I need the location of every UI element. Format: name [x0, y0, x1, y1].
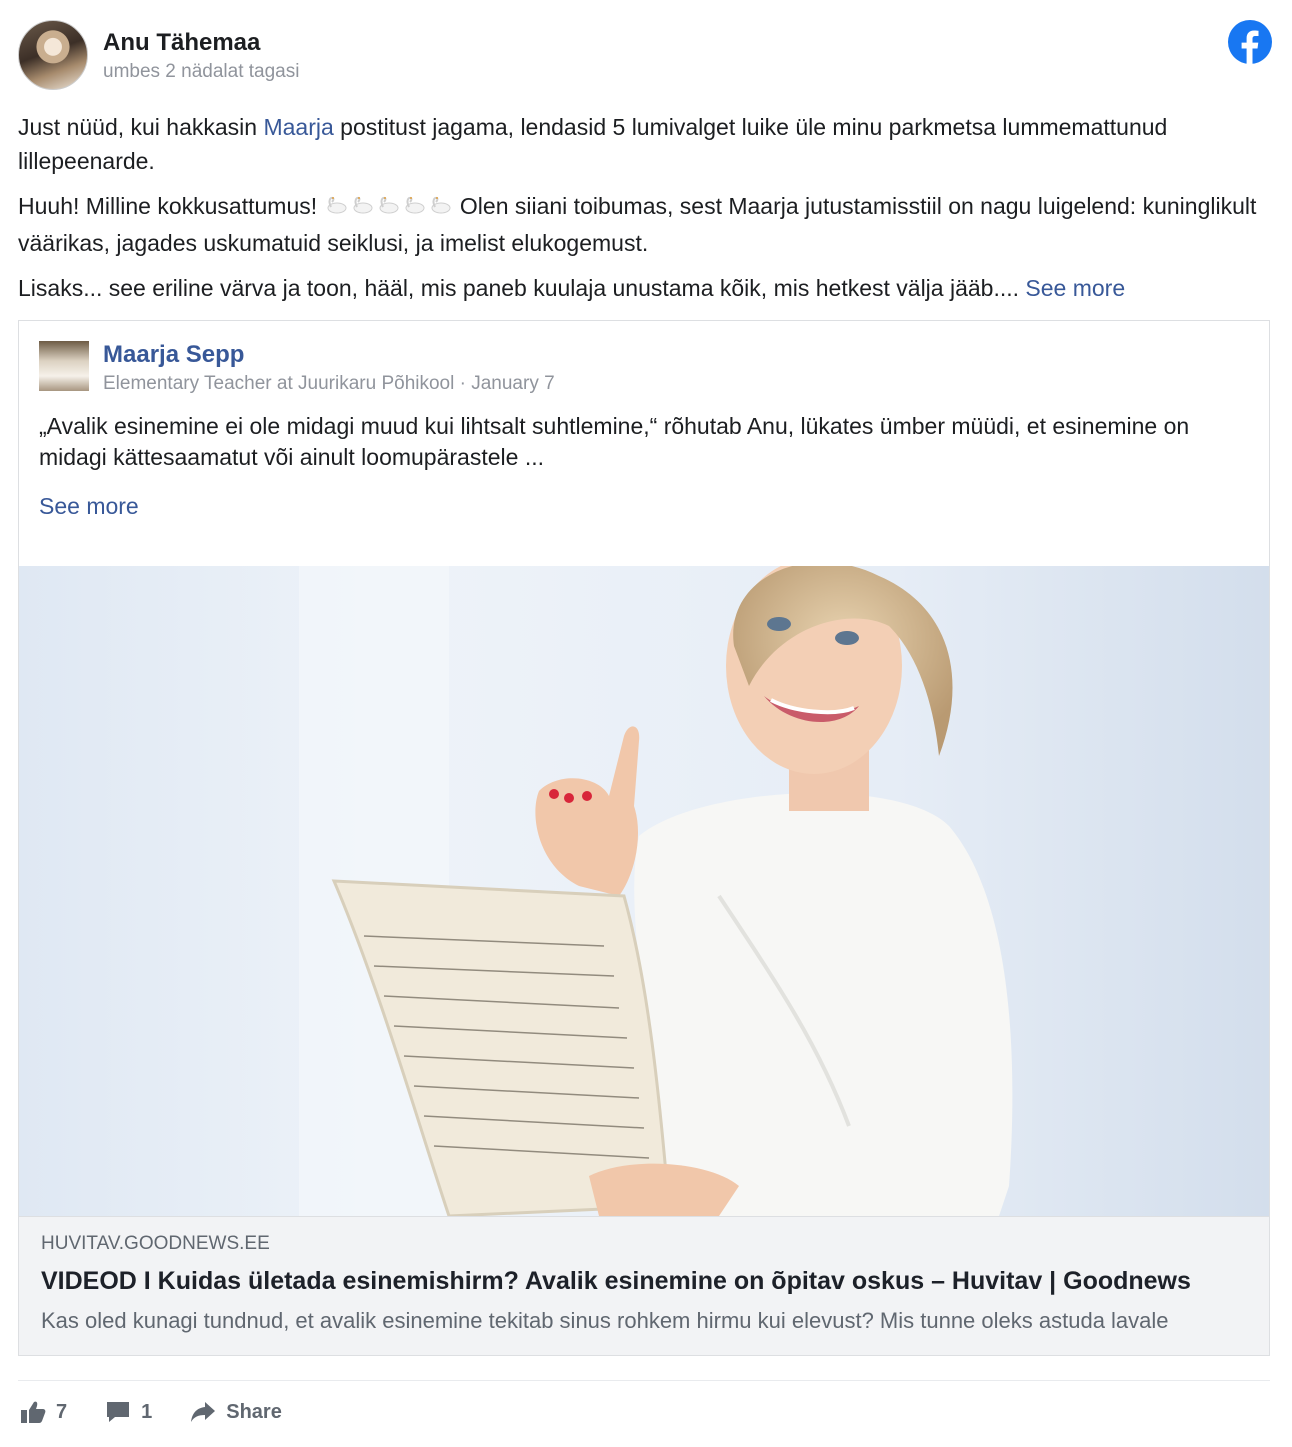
post-timestamp[interactable]: umbes 2 nädalat tagasi: [103, 60, 300, 82]
like-count: 7: [56, 1400, 68, 1423]
swan-emoji-icon: [324, 193, 348, 217]
shared-author-avatar[interactable]: [39, 341, 89, 391]
swan-emoji-row: [324, 192, 454, 226]
shared-post-text: „Avalik esinemine ei ole midagi muud kui lihtsalt suhtlemine,“ rõhutab Anu, lükates ümber müüdi, et esinemine on midagi kättesaamatut või ainult loomupärastele ...: [39, 413, 1190, 470]
like-action[interactable]: [20, 1400, 67, 1424]
link-title[interactable]: VIDEOD I Kuidas ületada esinemishirm? Avalik esinemine on õpitav oskus – Huvitav | Goodnews: [41, 1267, 1191, 1295]
post-text: [18, 110, 1268, 316]
article-photo[interactable]: [19, 566, 1269, 1216]
share-label: Share: [226, 1400, 282, 1423]
shared-author-subtitle: Elementary Teacher at Juurikaru Põhikool · January 7: [103, 373, 555, 394]
comment-count: 1: [141, 1400, 153, 1423]
swan-emoji-icon: [376, 193, 400, 217]
link-preview[interactable]: [19, 1216, 1269, 1355]
post-paragraph-3: Lisaks... see eriline värva ja toon, hääl, mis paneb kuulaja unustama kõik, mis hetkest välja jääb.... See more: [18, 275, 1126, 301]
swan-emoji-icon: [402, 193, 426, 217]
shared-author-name[interactable]: Maarja Sepp: [103, 341, 245, 368]
post-actions: [20, 1400, 320, 1424]
shared-post-card[interactable]: [18, 320, 1270, 1356]
shared-post-header: [39, 341, 555, 395]
author-block: [103, 28, 299, 83]
comment-action[interactable]: [105, 1400, 152, 1424]
post-paragraph-1: Just nüüd, kui hakkasin Maarja postitust jagama, lendasid 5 lumivalget luike üle minu parkmetsa lummemattunud lillepeenarde.: [18, 114, 1168, 174]
thumbs-up-icon: [20, 1400, 46, 1424]
mention-link[interactable]: Maarja: [263, 114, 334, 140]
link-domain: HUVITAV.GOODNEWS.EE: [41, 1233, 270, 1254]
see-more-link[interactable]: See more: [1025, 275, 1126, 301]
link-description: Kas oled kunagi tundnud, et avalik esinemine tekitab sinus rohkem hirmu kui elevust? Mis tunne oleks astuda lavale: [41, 1308, 1169, 1333]
shared-author-meta: [103, 341, 555, 395]
share-arrow-icon: [190, 1401, 216, 1423]
actions-divider: [18, 1380, 1270, 1381]
share-action[interactable]: [190, 1401, 282, 1424]
post-header: [18, 20, 299, 90]
author-name[interactable]: Anu Tähemaa: [103, 28, 261, 56]
shared-see-more-link[interactable]: See more: [39, 493, 139, 519]
swan-emoji-icon: [350, 193, 374, 217]
post-paragraph-2: Huuh! Milline kokkusattumus! Olen siiani toibumas, sest Maarja jutustamisstiil on nagu luigelend: kuninglikult väärikas, jagades uskumatuid seiklusi, ja imelist elukogemust.: [18, 193, 1257, 256]
author-avatar[interactable]: [18, 20, 88, 90]
comment-icon: [105, 1400, 131, 1424]
swan-emoji-icon: [428, 193, 452, 217]
facebook-logo-icon[interactable]: [1228, 20, 1272, 64]
